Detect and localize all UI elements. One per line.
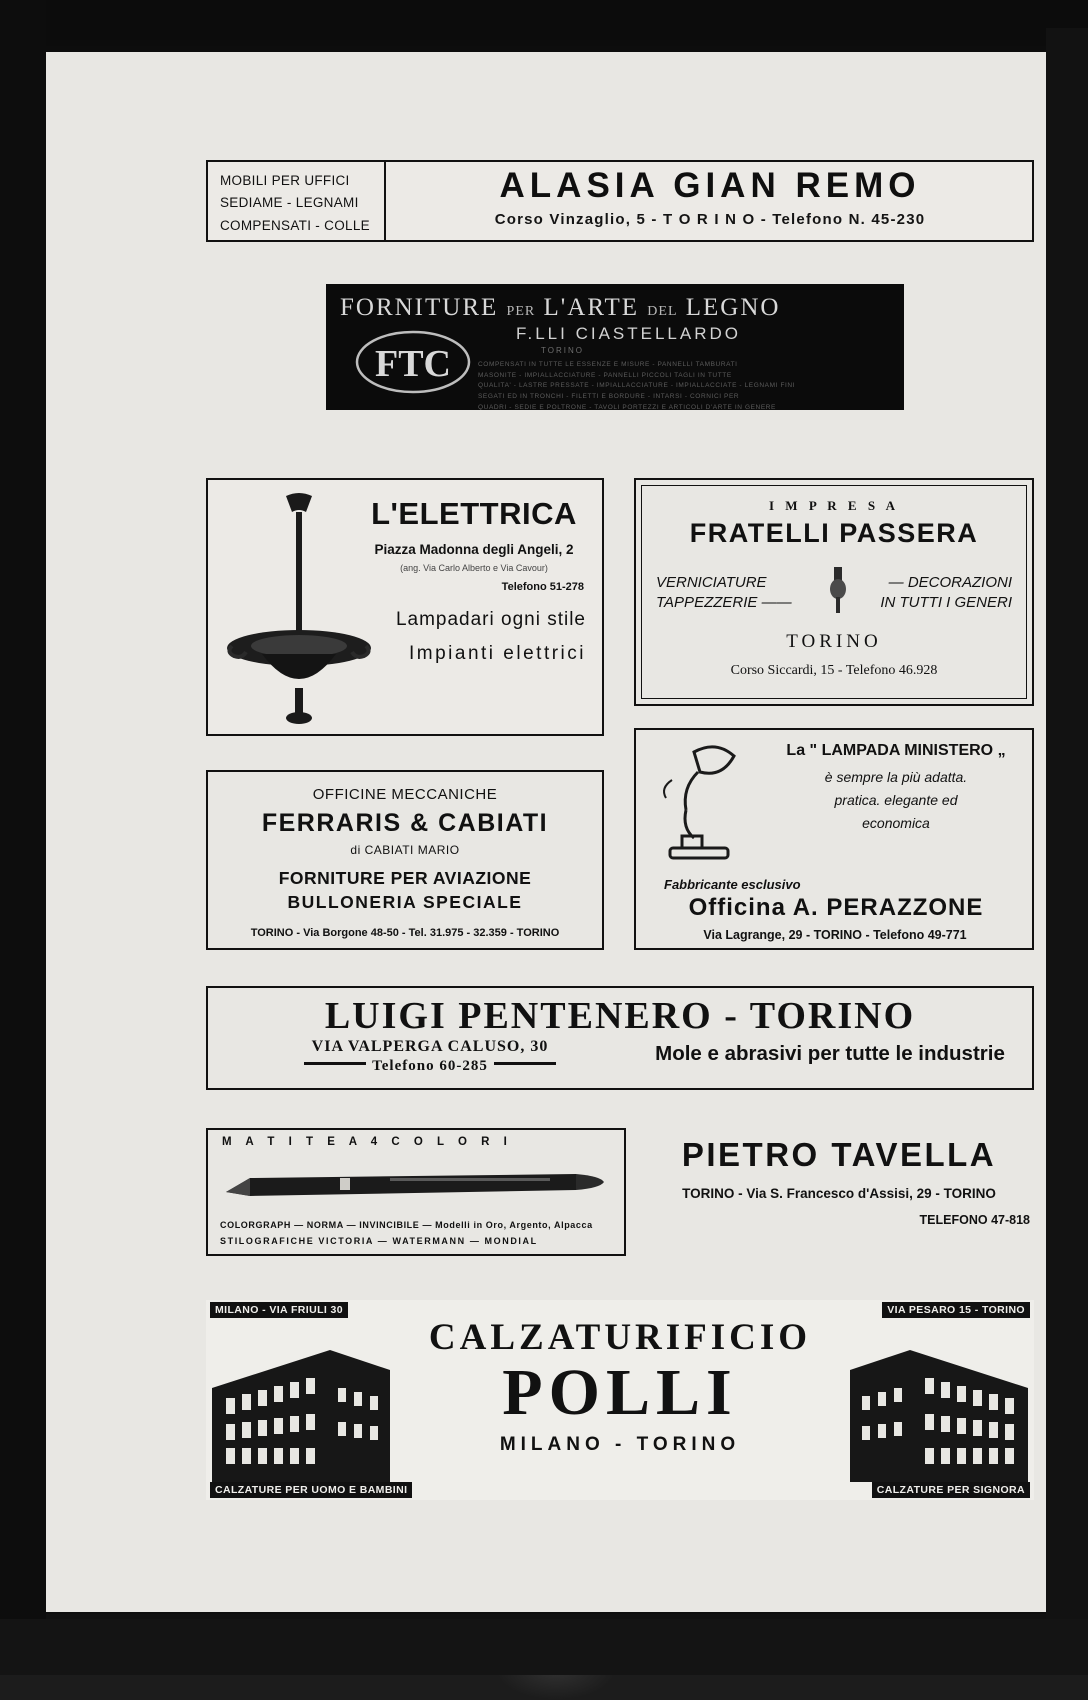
ftc-word-legno: LEGNO (685, 294, 781, 321)
ftc-product-line-2: MASONITE - IMPIALLACCIATURE - PANNELLI PICCOLI TAGLI IN TUTTE (478, 371, 732, 379)
passera-services-left (656, 571, 826, 614)
ad-fratelli-passera (634, 478, 1034, 706)
ftc-product-line-1: COMPENSATI IN TUTTE LE ESSENZE E MISURE - PANNELLI TAMBURATI (478, 361, 738, 368)
polli-tag-uomo-bambini: CALZATURE PER UOMO E BAMBINI (210, 1482, 412, 1498)
pentenero-details (208, 1038, 1032, 1075)
perazzone-claim-2: è sempre la più adatta. (824, 769, 968, 785)
rule-left (304, 1062, 366, 1065)
passera-city: TORINO (786, 631, 882, 652)
ad-elettrica (206, 478, 604, 736)
ftc-headline (340, 294, 892, 322)
tavella-telephone: TELEFONO 47-818 (919, 1213, 1030, 1227)
polli-brand-name: POLLI (502, 1356, 738, 1429)
passera-address: Corso Siccardi, 15 - Telefono 46.928 (730, 663, 938, 678)
ftc-product-line-3: QUALITA' - LASTRE PRESSATE - IMPIALLACCIATURE - IMPIALLACCIATE - LEGNAMI FINI (478, 382, 796, 390)
advertisement-column (206, 160, 1034, 1496)
passera-impresa-label: I M P R E S A (768, 498, 899, 513)
ferraris-subtitle: OFFICINE MECCANICHE (312, 786, 498, 803)
passera-services-right (850, 571, 1012, 614)
elettrica-text-block (358, 496, 590, 665)
ad-ftc-ciastellardo (326, 284, 904, 410)
elettrica-company-name: L'ELETTRICA (371, 496, 577, 531)
perazzone-manufacturer-label: Fabbricante esclusivo (664, 877, 801, 892)
ftc-product-list (478, 360, 893, 410)
ftc-product-line-4: SEGATI ED IN TRONCHI - FILETTI E BORDURE - INTARSI - CORNICI PER (478, 393, 740, 401)
polli-category: CALZATURIFICIO (428, 1317, 812, 1358)
pentenero-telephone: Telefono 60-285 (372, 1058, 488, 1074)
alasia-category-3: COMPENSATI - COLLE (220, 217, 370, 233)
ftc-word-forniture: FORNITURE (340, 294, 499, 321)
polli-text-block (396, 1316, 844, 1456)
passera-company-name: FRATELLI PASSERA (689, 518, 979, 548)
paper-sheet (46, 52, 1046, 1612)
scan-edge-top (0, 0, 1088, 46)
pentenero-street: VIA VALPERGA CALUSO, 30 (311, 1038, 549, 1055)
desk-lamp-icon (648, 740, 768, 875)
ftc-word-per: PER (506, 304, 536, 319)
elettrica-address: Piazza Madonna degli Angeli, 2 (374, 542, 574, 557)
ferraris-service-1: FORNITURE PER AVIAZIONE (278, 868, 532, 888)
alasia-main (386, 162, 1032, 240)
tavella-matite-heading: M A T I T E A 4 C O L O R I (222, 1136, 513, 1148)
pentenero-company-name: LUIGI PENTENERO - TORINO (324, 995, 916, 1037)
passera-services (656, 567, 1012, 617)
tavella-brands-line-1: COLORGRAPH — NORMA — INVINCIBILE — Modelli in Oro, Argento, Alpacca (220, 1220, 593, 1230)
elettrica-service-2: Impianti elettrici (409, 643, 586, 664)
tavella-text-panel (626, 1128, 1034, 1256)
ad-pietro-tavella (206, 1128, 1034, 1256)
paint-roller-icon (826, 567, 850, 617)
polli-tag-signora: CALZATURE PER SIGNORA (872, 1482, 1030, 1498)
elettrica-service-1: Lampadari ogni stile (395, 609, 586, 630)
perazzone-name-main: A. PERAZZONE (792, 894, 984, 921)
ad-ferraris-cabiati (206, 770, 604, 950)
passera-service-2: TAPPEZZERIE —— (656, 593, 792, 611)
passera-service-4: IN TUTTI I GENERI (880, 593, 1012, 611)
ad-calzaturificio-polli (206, 1300, 1034, 1500)
passera-inner-frame (641, 485, 1027, 699)
alasia-category-2: SEDIAME - LEGNAMI (220, 195, 359, 211)
svg-text:FTC: FTC (375, 343, 451, 385)
ad-perazzone (634, 728, 1034, 950)
alasia-company-name: ALASIA GIAN REMO (499, 166, 921, 205)
tavella-company-name: PIETRO TAVELLA (681, 1136, 997, 1173)
polli-tag-torino: VIA PESARO 15 - TORINO (882, 1302, 1030, 1318)
perazzone-claim-1: La " LAMPADA MINISTERO „ (786, 742, 1006, 759)
scan-edge-left (0, 0, 46, 1675)
pentenero-telephone-line (220, 1058, 640, 1075)
alasia-category-1: MOBILI PER UFFICI (220, 173, 350, 188)
perazzone-claims (768, 742, 1024, 831)
pentenero-tagline: Mole e abrasivi per tutte le industrie (655, 1042, 1005, 1065)
ftc-monogram-icon (354, 328, 472, 396)
rule-right (494, 1062, 556, 1065)
ferraris-service-2: BULLONERIA SPECIALE (287, 892, 523, 912)
pentenero-address-block (220, 1038, 640, 1075)
ferraris-company-name: FERRARIS & CABIATI (261, 809, 549, 837)
alasia-categories (208, 162, 386, 240)
perazzone-claim-3: pratica. elegante ed (834, 792, 958, 808)
passera-service-1: VERNICIATURE (656, 573, 767, 591)
factory-building-right-icon (850, 1336, 1028, 1482)
ferraris-owner: di CABIATI MARIO (350, 843, 460, 857)
tavella-brands-line-2: STILOGRAFICHE VICTORIA — WATERMANN — MONDIAL (220, 1236, 538, 1246)
perazzone-address: Via Lagrange, 29 - TORINO - Telefono 49-771 (703, 928, 967, 942)
ferraris-address: TORINO - Via Borgone 48-50 - Tel. 31.975 - 32.359 - TORINO (250, 927, 560, 939)
polli-tag-milano: MILANO - VIA FRIULI 30 (210, 1302, 348, 1318)
chandelier-icon (224, 488, 374, 730)
ftc-word-arte: L'ARTE (543, 294, 640, 321)
ad-alasia (206, 160, 1034, 242)
polli-cities: MILANO - TORINO (499, 1433, 741, 1455)
passera-service-3: — DECORAZIONI (888, 573, 1012, 591)
scan-edge-right (1046, 28, 1088, 1675)
ad-pentenero (206, 986, 1034, 1090)
perazzone-claim-4: economica (862, 815, 930, 831)
perazzone-company-name (650, 894, 1022, 922)
alasia-address: Corso Vinzaglio, 5 - T O R I N O - Telefono N. 45-230 (494, 210, 926, 228)
ftc-word-del: DEL (647, 304, 678, 319)
elettrica-telephone: Telefono 51-278 (501, 581, 584, 593)
tavella-pencil-panel (206, 1128, 626, 1256)
ftc-company-name: F.LLI CIASTELLARDO (516, 324, 742, 343)
ftc-product-line-5: QUADRI - SEDIE E POLTRONE - TAVOLI PORTEZZI E ARTICOLI D'ARTE IN GENERE (478, 403, 776, 410)
perazzone-name-prefix: Officina (688, 894, 786, 921)
ftc-city: TORINO (541, 346, 584, 355)
mechanical-pencil-icon (220, 1156, 610, 1212)
tavella-address: TORINO - Via S. Francesco d'Assisi, 29 - TORINO (682, 1186, 996, 1201)
scan-edge-bottom (0, 1619, 1088, 1675)
elettrica-corner-note: (ang. Via Carlo Alberto e Via Cavour) (400, 563, 548, 573)
factory-building-left-icon (212, 1336, 390, 1482)
